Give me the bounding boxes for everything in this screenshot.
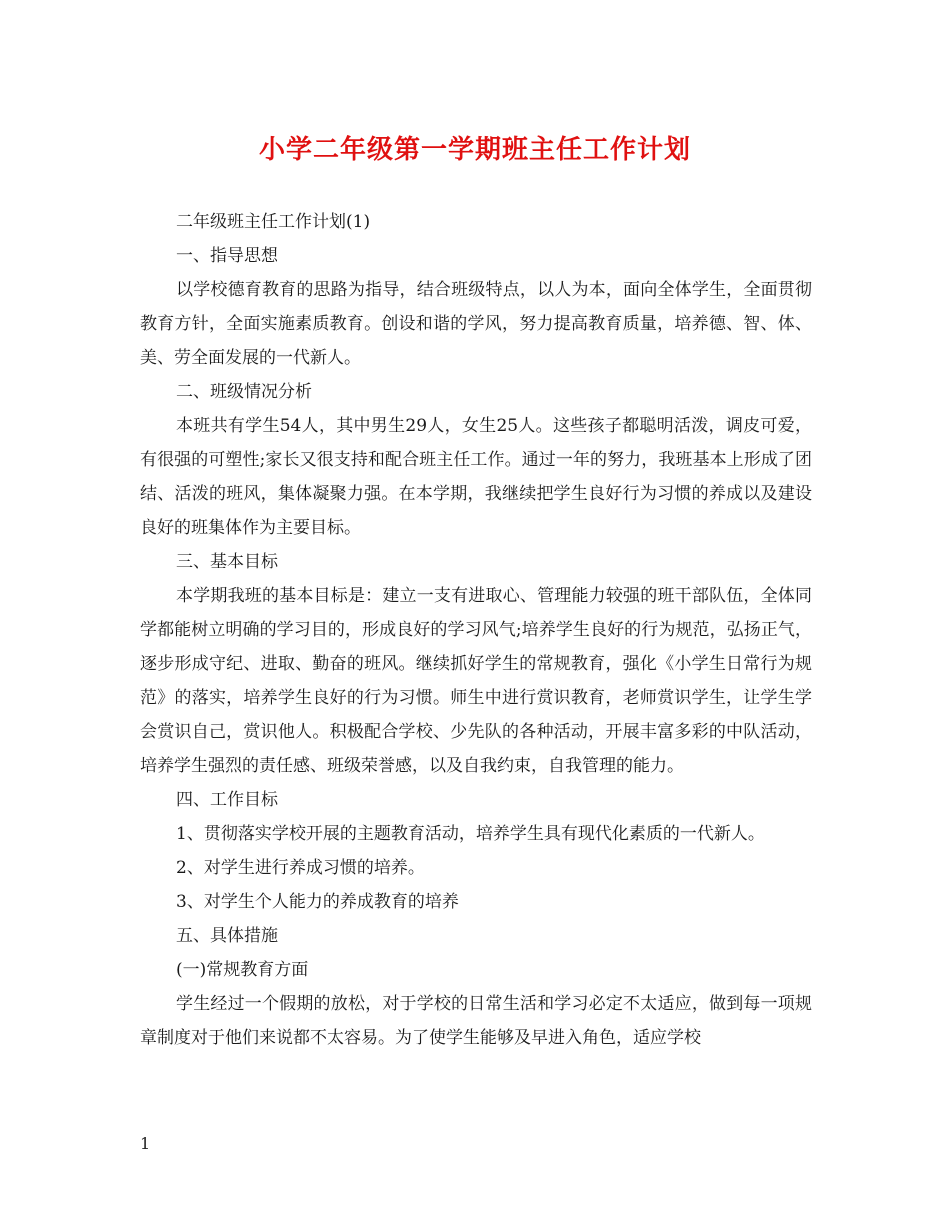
- paragraph-work-goal-2: 2、对学生进行养成习惯的培养。: [176, 858, 425, 878]
- paragraph-section-5-heading: 五、具体措施: [176, 926, 278, 946]
- paragraph-class-analysis: 本班共有学生54人，其中男生29人，女生25人。这些孩子都聪明活泼，调皮可爱，有很强的可塑性;家长又很支持和配合班主任工作。通过一年的努力，我班基本上形成了团结、活泼的班风，集体凝聚力强。在本学期，我继续把学生良好行为习惯的养成以及建设良好的班集体作为主要目标。: [140, 416, 812, 538]
- paragraph-subsection-heading: (一)常规教育方面: [176, 960, 309, 980]
- document-title: 小学二年级第一学期班主任工作计划: [258, 135, 691, 165]
- document-body: [140, 205, 812, 1055]
- paragraph-section-3-heading: 三、基本目标: [176, 552, 278, 572]
- paragraph-guiding-ideology: 以学校德育教育的思路为指导，结合班级特点，以人为本，面向全体学生，全面贯彻教育方针，全面实施素质教育。创设和谐的学风，努力提高教育质量，培养德、智、体、美、劳全面发展的一代新人。: [140, 280, 812, 368]
- paragraph-work-goal-3: 3、对学生个人能力的养成教育的培养: [176, 892, 459, 912]
- paragraph-section-4-heading: 四、工作目标: [176, 790, 278, 810]
- paragraph-section-2-heading: 二、班级情况分析: [176, 382, 312, 402]
- paragraph-section-1-heading: 一、指导思想: [176, 246, 278, 266]
- paragraph-routine-education: 学生经过一个假期的放松，对于学校的日常生活和学习必定不太适应，做到每一项规章制度对于他们来说都不太容易。为了使学生能够及早进入角色，适应学校: [140, 994, 812, 1048]
- page-number: 1: [140, 1134, 151, 1153]
- paragraph-work-goal-1: 1、贯彻落实学校开展的主题教育活动，培养学生具有现代化素质的一代新人。: [176, 824, 765, 844]
- paragraph-plan-heading: 二年级班主任工作计划(1): [176, 212, 371, 232]
- paragraph-basic-goals: 本学期我班的基本目标是：建立一支有进取心、管理能力较强的班干部队伍，全体同学都能树立明确的学习目的，形成良好的学习风气;培养学生良好的行为规范，弘扬正气，逐步形成守纪、进取、勤奋的班风。继续抓好学生的常规教育，强化《小学生日常行为规范》的落实，培养学生良好的行为习惯。师生中进行赏识教育，老师赏识学生，让学生学会赏识自己，赏识他人。积极配合学校、少先队的各种活动，开展丰富多彩的中队活动，培养学生强烈的责任感、班级荣誉感，以及自我约束，自我管理的能力。: [140, 586, 812, 776]
